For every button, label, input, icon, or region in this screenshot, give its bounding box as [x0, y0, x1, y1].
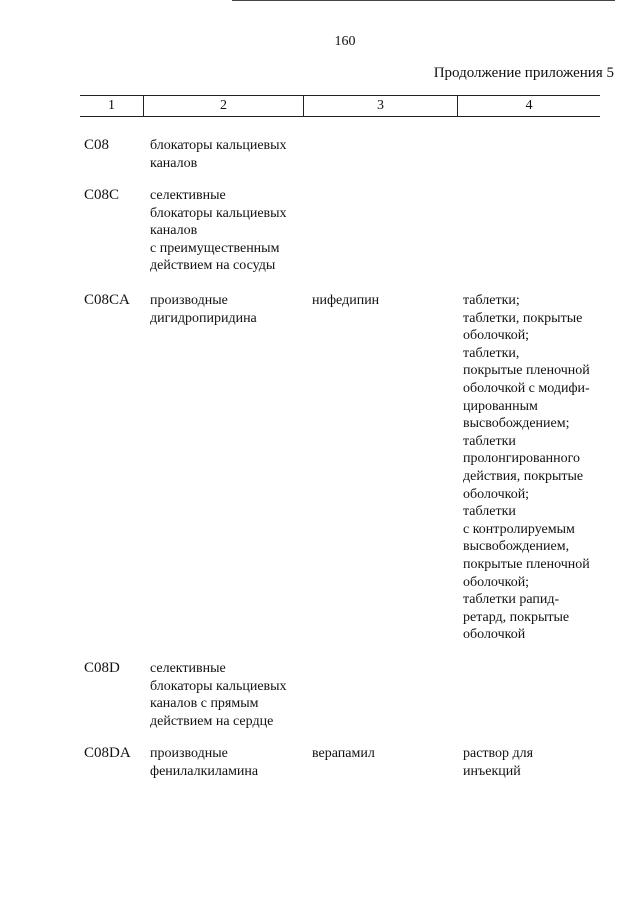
- top-rule: [232, 0, 615, 1]
- pharmacological-group-line: каналов: [150, 223, 198, 239]
- dosage-form-line: оболочкой;: [463, 574, 530, 590]
- pharmacological-group: [150, 745, 310, 780]
- dosage-form-line: таблетки: [463, 433, 516, 449]
- header-col-1: 1: [108, 98, 115, 113]
- dosage-form-line: таблетки: [463, 504, 516, 520]
- dosage-form-line: таблетки, покрытые: [463, 310, 583, 326]
- atc-code: C08D: [84, 660, 120, 676]
- atc-code: C08C: [84, 187, 120, 203]
- pharmacological-group-line: дигидропиридина: [150, 310, 257, 326]
- pharmacological-group: [150, 292, 310, 327]
- dosage-form: [463, 745, 613, 780]
- dosage-form-line: цированным: [463, 398, 538, 414]
- dosage-form-line: пролонгированного: [463, 451, 581, 467]
- pharmacological-group-line: каналов: [150, 155, 198, 171]
- dosage-form-line: оболочкой с модифи-: [463, 380, 590, 396]
- dosage-form-line: с контролируемым: [463, 521, 575, 537]
- page-number: 160: [334, 34, 356, 49]
- drug-name: [312, 292, 452, 310]
- pharmacological-group-line: действием на сосуды: [150, 258, 276, 274]
- header-col-3: 3: [303, 96, 457, 116]
- pharmacological-group: [150, 137, 310, 172]
- drug-name-line: нифедипин: [312, 293, 380, 308]
- pharmacological-group-line: блокаторы кальциевых: [150, 205, 287, 221]
- pharmacological-group-line: блокаторы кальциевых: [150, 138, 287, 153]
- dosage-form-line: покрытые пленочной: [463, 556, 590, 572]
- dosage-form-line: таблетки рапид-: [463, 592, 560, 608]
- pharmacological-group-line: блокаторы кальциевых: [150, 678, 287, 694]
- dosage-form-line: инъекций: [463, 763, 521, 779]
- atc-code: C08: [84, 137, 110, 153]
- dosage-form-line: действия, покрытые: [463, 468, 584, 484]
- dosage-form-line: высвобождением;: [463, 416, 570, 432]
- pharmacological-group-line: селективные: [150, 188, 226, 203]
- drug-name: [312, 745, 452, 763]
- pharmacological-group-line: производные: [150, 746, 228, 761]
- dosage-form: [463, 292, 613, 644]
- dosage-form-line: раствор для: [463, 746, 534, 761]
- header-col-4: 4: [457, 96, 600, 116]
- dosage-form-line: таблетки;: [463, 293, 520, 308]
- pharmacological-group-line: селективные: [150, 661, 226, 676]
- pharmacological-group-line: фенилалкиламина: [150, 763, 259, 779]
- dosage-form-line: таблетки,: [463, 345, 520, 361]
- dosage-form-line: покрытые пленочной: [463, 363, 590, 379]
- dosage-form-line: высвобождением,: [463, 539, 570, 555]
- pharmacological-group-line: каналов с прямым: [150, 696, 259, 712]
- dosage-form-line: оболочкой: [463, 627, 526, 643]
- dosage-form-line: оболочкой;: [463, 328, 530, 344]
- drug-name-line: верапамил: [312, 746, 375, 761]
- table-header: [80, 95, 600, 117]
- pharmacological-group-line: с преимущественным: [150, 240, 280, 256]
- pharmacological-group-line: производные: [150, 293, 228, 308]
- header-col-2: 2: [143, 96, 303, 116]
- pharmacological-group: [150, 187, 310, 275]
- dosage-form-line: ретард, покрытые: [463, 609, 570, 625]
- atc-code: C08CA: [84, 292, 130, 308]
- atc-code: C08DA: [84, 745, 131, 761]
- pharmacological-group: [150, 660, 310, 730]
- dosage-form-line: оболочкой;: [463, 486, 530, 502]
- continuation-title: Продолжение приложения 5: [433, 65, 614, 81]
- pharmacological-group-line: действием на сердце: [150, 713, 274, 729]
